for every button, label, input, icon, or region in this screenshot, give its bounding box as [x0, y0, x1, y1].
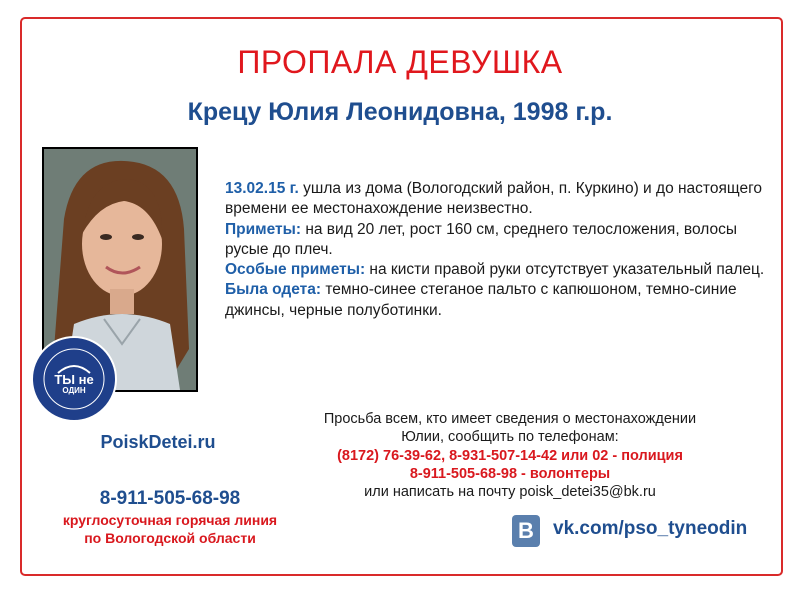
volunteer-emblem: [30, 335, 118, 423]
hotline-phone: 8-911-505-68-98: [99, 488, 241, 509]
vk-logo-icon[interactable]: В: [512, 515, 540, 547]
volunteer-phone: 8-911-505-68-98 - волонтеры: [409, 465, 611, 482]
request-line-1: Просьба всем, кто имеет сведения о местонахождении: [323, 411, 697, 427]
emblem-line2: ОДИН: [62, 386, 86, 395]
emblem-line1: ТЫ не: [54, 372, 94, 387]
request-line-2: Юлии, сообщить по телефонам:: [401, 429, 619, 446]
date-label: 13.02.15 г.: [225, 180, 299, 197]
special-signs-label: Особые приметы:: [225, 261, 366, 279]
clothes-label: Была одета:: [225, 281, 322, 299]
person-name: Крецу Юлия Леонидовна, 1998 г.р.: [187, 98, 613, 126]
special-signs-text: на кисти правой руки отсутствует указательный палец.: [365, 261, 765, 279]
email-line: или написать на почту poisk_detei35@bk.ru: [364, 484, 656, 501]
signs-label: Приметы:: [225, 220, 302, 238]
signs-text: на вид 20 лет, рост 160 см, среднего телосложения, волосы русые до плеч.: [225, 220, 738, 258]
hotline-caption-1: круглосуточная горячая линия: [62, 512, 278, 528]
poster-title: ПРОПАЛА ДЕВУШКА: [237, 44, 563, 80]
hotline-caption-2: по Вологодской области: [84, 530, 256, 546]
description-block: [225, 179, 765, 321]
vk-link[interactable]: vk.com/pso_tyneodin: [553, 518, 748, 539]
date-text: ушла из дома (Вологодский район, п. Куркино) и до настоящего времени ее местонахождение неизвестно.: [225, 180, 762, 218]
police-phones: (8172) 76-39-62, 8-931-507-14-42 или 02 - полиция: [337, 447, 683, 464]
clothes-text: темно-синее стеганое пальто с капюшоном, темно-синие джинсы, черные полуботинки.: [225, 281, 737, 319]
site-link[interactable]: PoiskDetei.ru: [100, 432, 216, 452]
contact-request: [300, 410, 720, 501]
